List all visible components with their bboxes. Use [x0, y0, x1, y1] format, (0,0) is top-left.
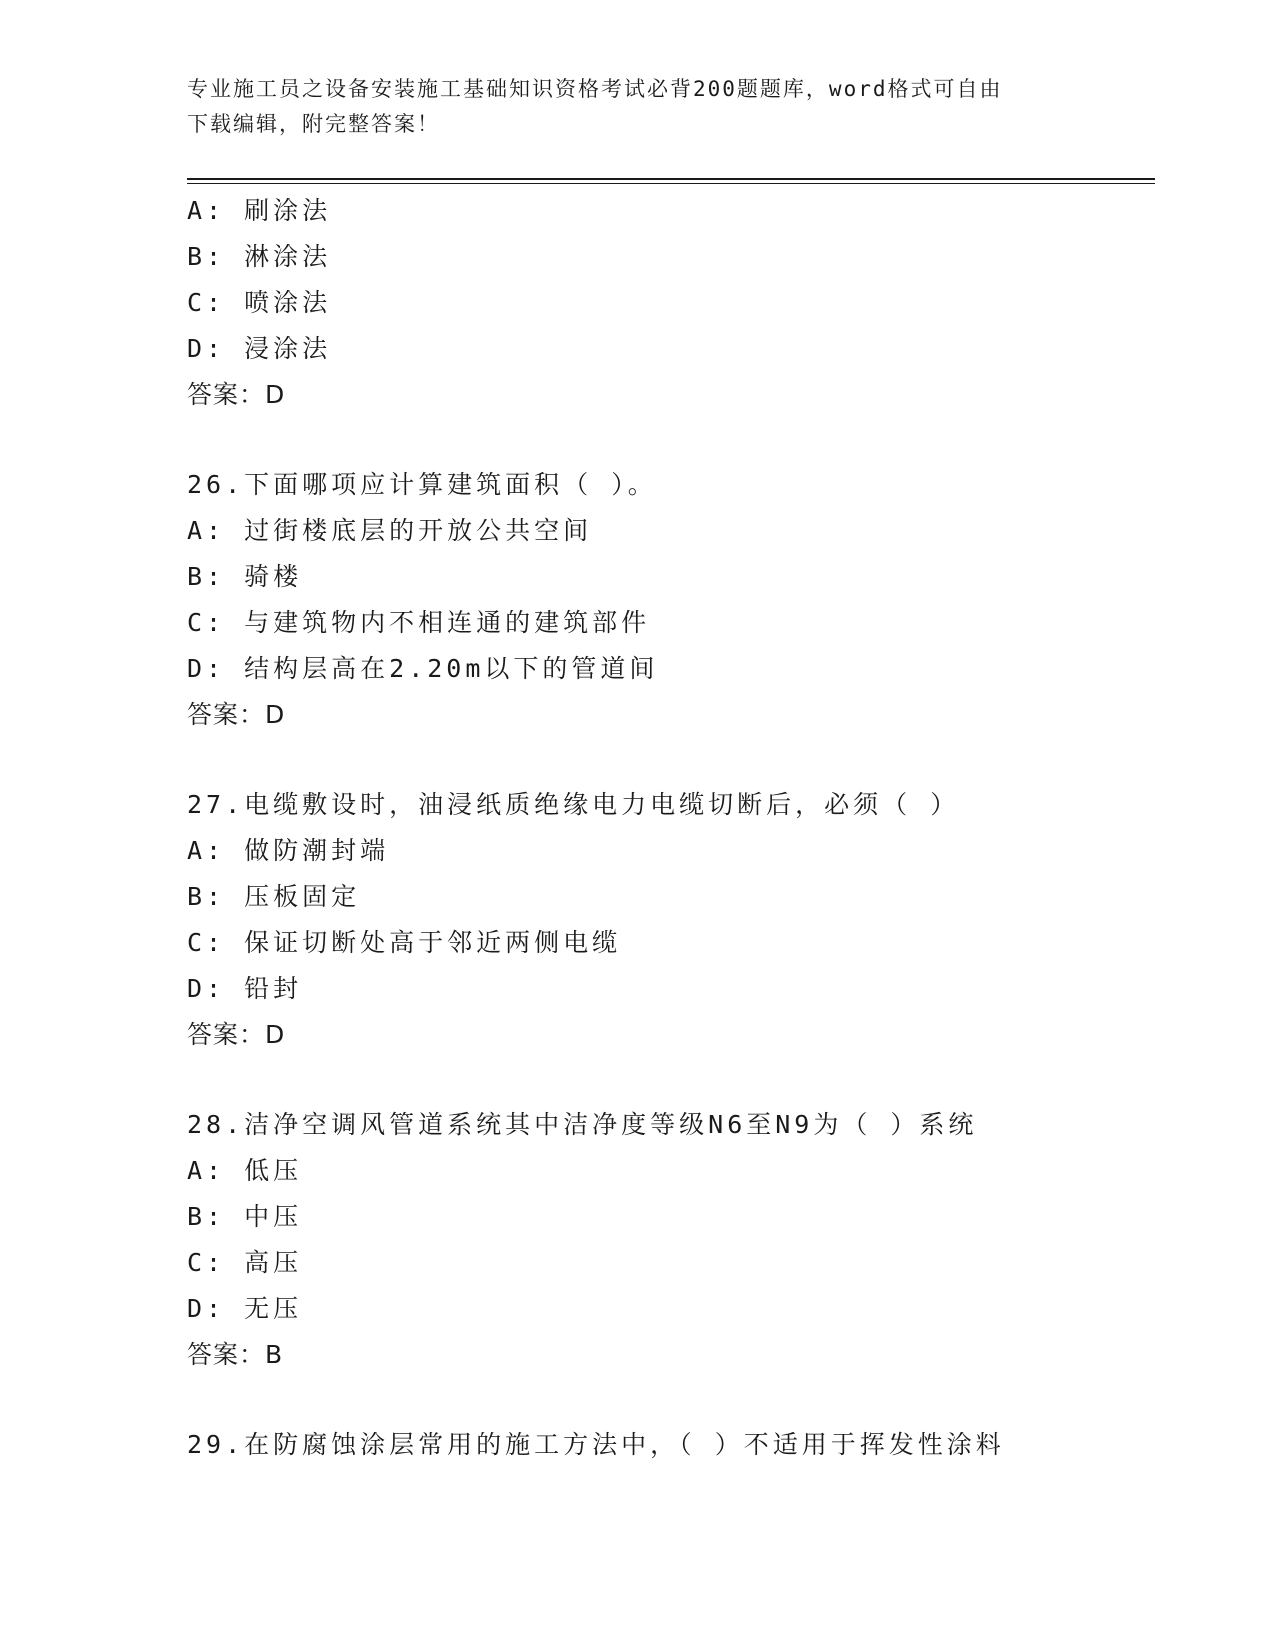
option-b: B: 压板固定: [187, 882, 361, 911]
option-a: A: 过街楼底层的开放公共空间: [187, 516, 593, 545]
question-block-28: [187, 1102, 1155, 1378]
option-d: D: 无压: [187, 1294, 303, 1323]
question-text: 26.下面哪项应计算建筑面积（ ）。: [187, 470, 657, 499]
option-a: A: 刷涂法: [187, 196, 332, 225]
option-d: D: 浸涂法: [187, 334, 332, 363]
question-list: [187, 188, 1155, 1468]
header-line-2: 下载编辑，附完整答案！: [187, 112, 440, 136]
question-text: 27.电缆敷设时，油浸纸质绝缘电力电缆切断后，必须（ ）: [187, 790, 960, 819]
option-c: C: 保证切断处高于邻近两侧电缆: [187, 928, 622, 957]
question-block-26: [187, 462, 1155, 738]
question-block-29: [187, 1422, 1155, 1468]
option-a: A: 低压: [187, 1156, 303, 1185]
option-c: C: 与建筑物内不相连通的建筑部件: [187, 608, 651, 637]
option-b: B: 骑楼: [187, 562, 303, 591]
header-divider-thick: [187, 178, 1155, 180]
option-d: D: 铅封: [187, 974, 303, 1003]
option-c: C: 高压: [187, 1248, 303, 1277]
question-text: 29.在防腐蚀涂层常用的施工方法中，（ ）不适用于挥发性涂料: [187, 1430, 1005, 1459]
option-d: D: 结构层高在2.20m以下的管道间: [187, 654, 659, 683]
answer-line: 答案：B: [187, 1340, 284, 1369]
option-b: B: 淋涂法: [187, 242, 332, 271]
answer-line: 答案：D: [187, 700, 286, 729]
question-text: 28.洁净空调风管道系统其中洁净度等级N6至N9为（ ）系统: [187, 1110, 978, 1139]
header-divider-thin: [187, 183, 1155, 184]
question-block-25: [187, 188, 1155, 418]
option-c: C: 喷涂法: [187, 288, 332, 317]
header-line-1: 专业施工员之设备安装施工基础知识资格考试必背200题题库，word格式可自由: [187, 77, 1003, 101]
answer-line: 答案：D: [187, 1020, 286, 1049]
question-block-27: [187, 782, 1155, 1058]
document-header: [187, 72, 1067, 142]
option-a: A: 做防潮封端: [187, 836, 390, 865]
option-b: B: 中压: [187, 1202, 303, 1231]
answer-line: 答案：D: [187, 380, 286, 409]
